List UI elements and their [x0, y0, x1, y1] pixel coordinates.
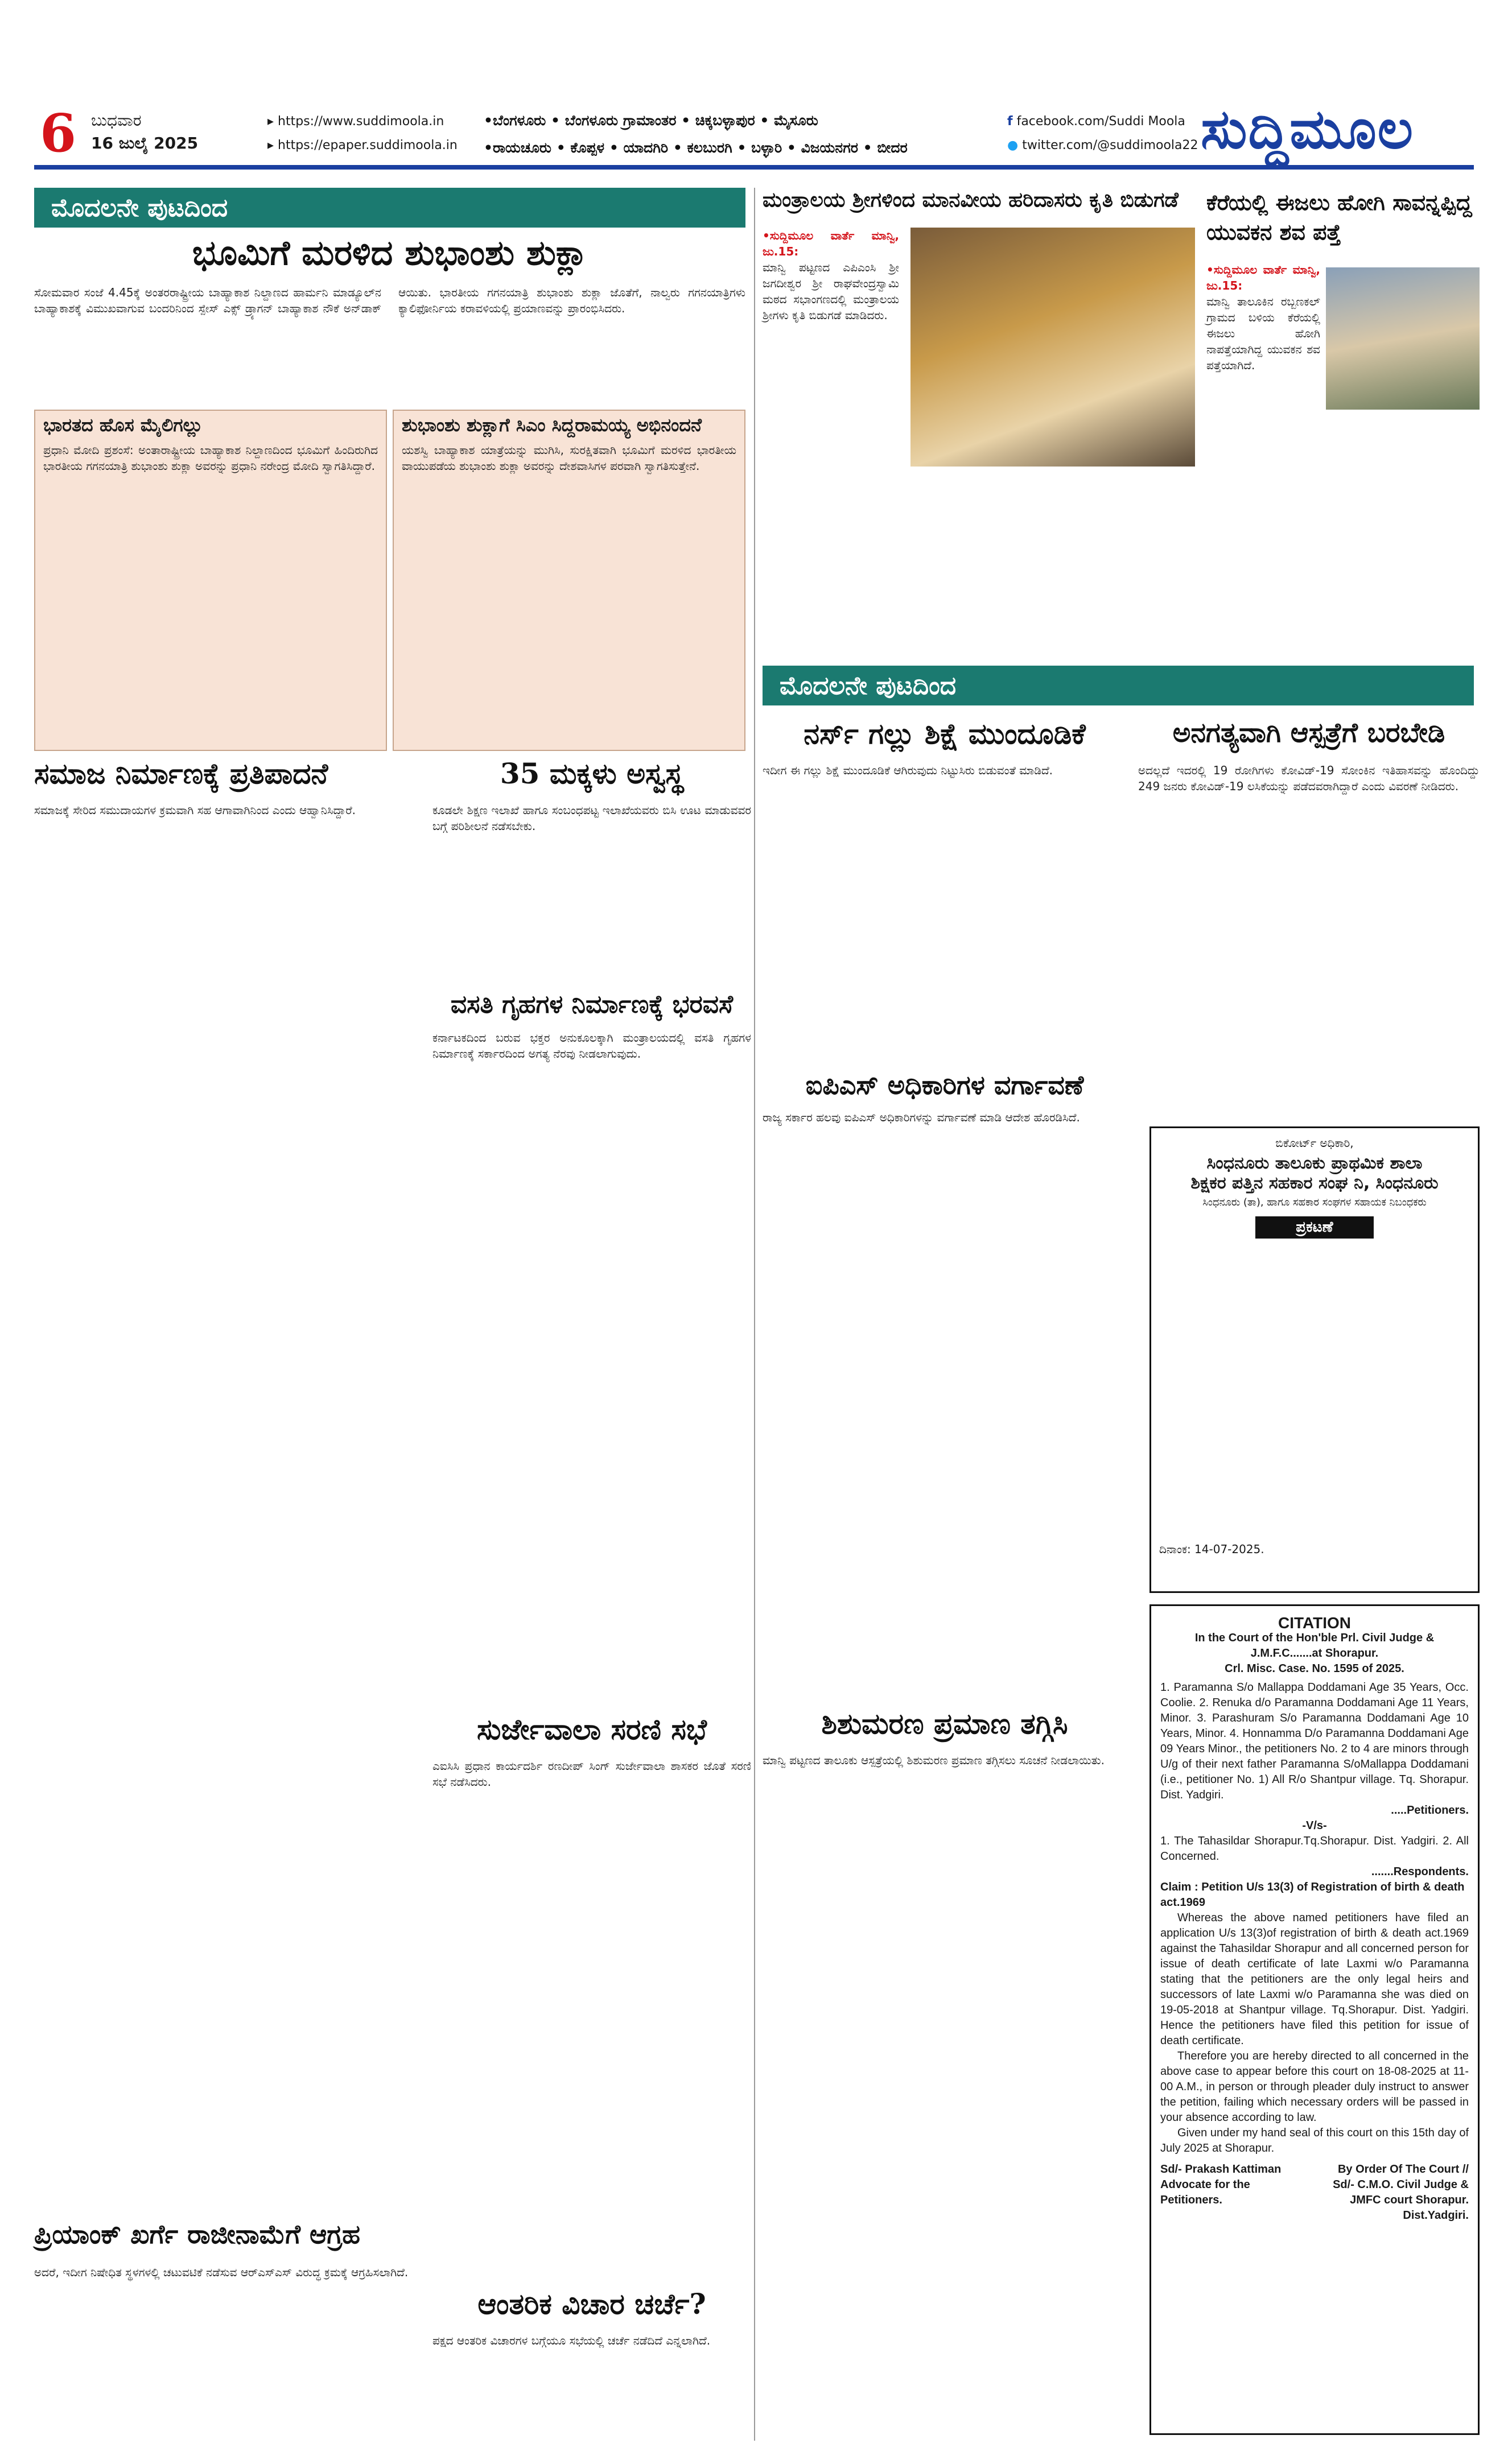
article-makkalu: ಕೂಡಲೇ ಶಿಕ್ಷಣ ಇಲಾಖೆ ಹಾಗೂ ಸಂಬಂಧಪಟ್ಟ ಇಲಾಖೆಯವರು ಬಿಸಿ ಊಟ ಮಾಡುವವರ ಬಗ್ಗೆ ಪರಿಶೀಲನೆ ನಡೆಸಬೇಕು.	[432, 803, 751, 833]
citation-respondents-label: .......Respondents.	[1371, 1865, 1469, 1878]
box-siddaramaiah	[393, 410, 745, 751]
citation-petitioners-label: .....Petitioners.	[1391, 1804, 1469, 1817]
citation-petitioners: 1. Paramanna S/o Mallappa Doddamani Age 35 Years, Occ. Coolie. 2. Renuka d/o Paramanna Doddamani Age 11 Years, Minor. 3. Parashuram S/o Paramanna Doddamani Age 10 Years, Minor. 4. Honnamma D/o Paramanna Doddamani Age 09 Years Minor., the petitioners No. 2 to 4 are minors through U/g of their next father Paramanna S/oMallappa Doddamani (i.e., petitioner No. 1) All R/o Shantpur village. Tq. Shorapur. Dist. Yadgiri.	[1160, 1681, 1469, 1801]
facebook-link[interactable]: f facebook.com/Suddi Moola	[1007, 114, 1185, 129]
headline-priyank: ಪ್ರಿಯಾಂಕ್ ಖರ್ಗೆ ರಾಜೀನಾಮೆಗೆ ಆಗ್ರಹ	[34, 2219, 360, 2250]
newspaper-logo: ಸುದ್ದಿಮೂಲ	[1201, 97, 1415, 161]
ad-school-label: ಪ್ರಕಟಣೆ	[1255, 1216, 1374, 1239]
column-divider	[754, 188, 755, 2441]
citation-court: In the Court of the Hon'ble Prl. Civil Judge & J.M.F.C.......at Shorapur.	[1194, 1632, 1435, 1660]
article-kere: •ಸುದ್ದಿಮೂಲ ವಾರ್ತೆ ಮಾನ್ವಿ, ಜು.15: ಮಾನ್ವಿ ತಾಲೂಕಿನ ರಬ್ಬಣಕಲ್ ಗ್ರಾಮದ ಬಳಿಯ ಕೆರೆಯಲ್ಲಿ ಈಜಲು ಹೋಗಿ ನಾಪತ್ತೆಯಾಗಿದ್ದ ಯುವಕನ ಶವ ಪತ್ತೆಯಾಗಿದೆ.	[1206, 263, 1320, 372]
headline-anagatya: ಅನಗತ್ಯವಾಗಿ ಆಸ್ಪತ್ರೆಗೆ ಬರಬೇಡಿ	[1172, 717, 1445, 749]
citation-notice-text: Therefore you are hereby directed to all concerned in the above case to appear before this court on 18-08-2025 at 11-00 A.M., in person or through pleader duly instruct to answer the petition, failing which necessary orders will be passed in your absence according to law.	[1160, 2050, 1469, 2124]
article-vasati: ಕರ್ನಾಟಕದಿಂದ ಬರುವ ಭಕ್ತರ ಅನುಕೂಲಕ್ಕಾಗಿ ಮಂತ್ರಾಲಯದಲ್ಲಿ ವಸತಿ ಗೃಹಗಳ ನಿರ್ಮಾಣಕ್ಕೆ ಸರ್ಕಾರದಿಂದ ಅಗತ್ಯ ನೆರವು ನೀಡಲಾಗುವುದು.	[432, 1031, 751, 1060]
headline-surjewala: ಸುರ್ಜೇವಾಲಾ ಸರಣಿ ಸಭೆ	[476, 1712, 707, 1746]
article-antarika: ಪಕ್ಷದ ಆಂತರಿಕ ವಿಚಾರಗಳ ಬಗ್ಗೆಯೂ ಸಭೆಯಲ್ಲಿ ಚರ್ಚೆ ನಡೆದಿದೆ ಎನ್ನಲಾಗಿದೆ.	[432, 2334, 711, 2347]
date: 16 ಜುಲೈ 2025	[91, 134, 199, 152]
page-number: 6	[40, 102, 77, 164]
city-list	[484, 107, 1019, 163]
ad-school-office: ಬಿಕೋರ್ಟ್ ಅಧಿಕಾರಿ,	[1275, 1136, 1354, 1150]
section-bar-left: ಮೊದಲನೇ ಪುಟದಿಂದ	[34, 188, 745, 228]
ad-school-date: ದಿನಾಂಕ: 14-07-2025.	[1159, 1542, 1264, 1556]
box-siddaramaiah-text: ಯಶಸ್ವಿ ಬಾಹ್ಯಾಕಾಶ ಯಾತ್ರೆಯನ್ನು ಮುಗಿಸಿ, ಸುರಕ್ಷಿತವಾಗಿ ಭೂಮಿಗೆ ಮರಳಿದ ಭಾರತೀಯ ವಾಯುಪಡೆಯ ಶುಭಾಂಶು ಶುಕ್ಲಾ ಅವರನ್ನು ದೇಶವಾಸಿಗಳ ಪರವಾಗಿ ಸ್ವಾಗತಿಸುತ್ತೇನೆ.	[402, 443, 736, 473]
photo-mantralaya	[910, 228, 1195, 467]
masthead-rule	[34, 165, 1474, 170]
section-bar-right: ಮೊದಲನೇ ಪುಟದಿಂದ	[763, 666, 1474, 705]
citation-respondent: 1. The Tahasildar Shorapur.Tq.Shorapur. Dist. Yadgiri. 2. All Concerned.	[1160, 1835, 1469, 1863]
article-priyank: ಅದರೆ, ಇದೀಗ ನಿಷೇಧಿತ ಸ್ಥಳಗಳಲ್ಲಿ ಚಟುವಟಿಕೆ ನಡೆಸುವ ಆರ್‌ಎಸ್‌ಎಸ್ ವಿರುದ್ಧ ಕ್ರಮಕ್ಕೆ ಆಗ್ರಹಿಸಲಾಗಿದೆ.	[34, 2265, 409, 2279]
website-link[interactable]: ▸ https://www.suddimoola.in	[267, 114, 444, 129]
headline-makkalu: 35 ಮಕ್ಕಳು ಅಸ್ವಸ್ಥ	[500, 757, 684, 790]
citation-advocate: Sd/- Prakash Kattiman Advocate for the Petitioners.	[1160, 2163, 1282, 2206]
citation-order: By Order Of The Court // Sd/- C.M.O. Civil Judge & JMFC court Shorapur. Dist.Yadgiri.	[1333, 2163, 1469, 2222]
ad-school-title-2: ಶಿಕ್ಷಕರ ಪತ್ತಿನ ಸಹಕಾರ ಸಂಘ ನಿ, ಸಿಂಧನೂರು	[1190, 1173, 1439, 1193]
ad-school-society	[1149, 1126, 1480, 1593]
headline-nurse: ನರ್ಸ್ ಗಲ್ಲು ಶಿಕ್ಷೆ ಮುಂದೂಡಿಕೆ	[804, 717, 1086, 750]
facebook-icon: f	[1007, 114, 1013, 129]
article-nurse: ಇದೀಗ ಈ ಗಲ್ಲು ಶಿಕ್ಷೆ ಮುಂದೂಡಿಕೆ ಆಗಿರುವುದು ನಿಟ್ಟುಸಿರು ಬಿಡುವಂತೆ ಮಾಡಿದೆ.	[763, 763, 1053, 777]
article-anagatya: ಅದಲ್ಲದೆ ಇದರಲ್ಲಿ 19 ರೋಗಿಗಳು ಕೋವಿಡ್‌-19 ಸೋಂಕಿನ ಇತಿಹಾಸವನ್ನು ಹೊಂದಿದ್ದು 249 ಜನರು ಕೋವಿಡ್‌-19 ಲಸಿಕೆಯನ್ನು ಪಡೆದವರಾಗಿದ್ದಾರೆ ಎಂದು ವಿವರಣೆ ನೀಡಿದರು.	[1138, 763, 1480, 793]
headline-samaja: ಸಮಾಜ ನಿರ್ಮಾಣಕ್ಕೆ ಪ್ರತಿಪಾದನೆ	[34, 757, 328, 790]
headline-antarika: ಆಂತರಿಕ ವಿಚಾರ ಚರ್ಚೆ?	[477, 2287, 706, 2321]
ad-school-address: ಸಿಂಧನೂರು (ತಾ), ಹಾಗೂ ಸಹಕಾರ ಸಂಘಗಳ ಸಹಾಯಕ ನಿಬಂಧಕರು	[1202, 1196, 1427, 1208]
box-siddaramaiah-title: ಶುಭಾಂಶು ಶುಕ್ಲಾಗೆ ಸಿಎಂ ಸಿದ್ದರಾಮಯ್ಯ ಅಭಿನಂದನೆ	[402, 414, 702, 436]
city-row-2: •ರಾಯಚೂರು • ಕೊಪ್ಪಳ • ಯಾದಗಿರಿ • ಕಲಬುರಗಿ • ಬಳ್ಳಾರಿ • ವಿಜಯನಗರ • ಬೀದರ	[484, 139, 908, 156]
ad-school-title-1: ಸಿಂಧನೂರು ತಾಲೂಕು ಪ್ರಾಥಮಿಕ ಶಾಲಾ	[1206, 1153, 1423, 1173]
box-bharata-title: ಭಾರತದ ಹೊಸ ಮೈಲಿಗಲ್ಲು	[43, 414, 203, 436]
box-bharata	[34, 410, 387, 751]
citation-claim: Claim : Petition U/s 13(3) of Registration of birth & death act.1969	[1160, 1881, 1465, 1909]
byline-mantralaya: •ಸುದ್ದಿಮೂಲ ವಾರ್ತೆ ಮಾನ್ವಿ, ಜು.15:	[763, 229, 899, 258]
citation-vs: -V/s-	[1302, 1819, 1327, 1832]
twitter-link[interactable]: ● twitter.com/@suddimoola22	[1007, 138, 1198, 152]
article-samaja: ಸಮಾಜಕ್ಕೆ ಸೇರಿದ ಸಮುದಾಯಗಳ ಕ್ರಮವಾಗಿ ಸಹ ಆಗಾವಾಗಿನಿಂದ ಎಂದು ಆಹ್ವಾನಿಸಿದ್ದಾರೆ.	[34, 803, 356, 817]
epaper-link[interactable]: ▸ https://epaper.suddimoola.in	[267, 138, 458, 152]
twitter-icon: ●	[1007, 138, 1019, 152]
citation-body: Whereas the above named petitioners have filed an application U/s 13(3)of registration of birth & death act.1969 against the Tahasildar Shorapur and all concerned person for issue of death certificate of late Laxmi w/o Paramanna stating that the petitioners are the only legal heirs and successors of late Laxmi w/o Paramanna she was died on 19-05-2018 at Shantpur village. Tq.Shorapur. Dist. Yadgiri. Hence the petitioners have filed this petition for issue of death certificate.	[1160, 1912, 1469, 2047]
citation-case: Crl. Misc. Case. No. 1595 of 2025.	[1225, 1662, 1404, 1675]
web-links	[267, 110, 458, 158]
headline-shishu: ಶಿಶುಮರಣ ಪ್ರಮಾಣ ತಗ್ಗಿಸಿ	[821, 1707, 1068, 1740]
headline-kere: ಕೆರೆಯಲ್ಲಿ ಈಜಲು ಹೋಗಿ ಸಾವನ್ನಪ್ಪಿದ್ದ ಯುವಕನ ಶವ ಪತ್ತೆ	[1206, 189, 1472, 245]
photo-kere	[1326, 267, 1480, 410]
article-surjewala: ಎಐಸಿಸಿ ಪ್ರಧಾನ ಕಾರ್ಯದರ್ಶಿ ರಣದೀಪ್ ಸಿಂಗ್ ಸುರ್ಜೇವಾಲಾ ಶಾಸಕರ ಜೊತೆ ಸರಣಿ ಸಭೆ ನಡೆಸಿದರು.	[432, 1759, 751, 1789]
article-mantralaya: •ಸುದ್ದಿಮೂಲ ವಾರ್ತೆ ಮಾನ್ವಿ, ಜು.15: ಮಾನ್ವಿ ಪಟ್ಟಣದ ಎಪಿಎಂಸಿ ಶ್ರೀ ಜಗದೀಶ್ವರ ಶ್ರೀ ರಾಘವೇಂದ್ರಸ್ವಾಮಿ ಮಠದ ಸಭಾಂಗಣದಲ್ಲಿ ಮಂತ್ರಾಲಯ ಶ್ರೀಗಳು ಕೃತಿ ಬಿಡುಗಡೆ ಮಾಡಿದರು.	[763, 229, 899, 322]
headline-ips: ಐಪಿಎಸ್ ಅಧಿಕಾರಿಗಳ ವರ್ಗಾವಣೆ	[805, 1070, 1084, 1100]
day: ಬುಧವಾರ	[91, 111, 142, 130]
article-ips: ರಾಜ್ಯ ಸರ್ಕಾರ ಹಲವು ಐಪಿಎಸ್ ಅಧಿಕಾರಿಗಳನ್ನು ವರ್ಗಾವಣೆ ಮಾಡಿ ಆದೇಶ ಹೊರಡಿಸಿದೆ.	[763, 1111, 1080, 1124]
city-row-1: •ಬೆಂಗಳೂರು • ಬೆಂಗಳೂರು ಗ್ರಾಮಾಂತರ • ಚಿಕ್ಕಬಳ್ಳಾಪುರ • ಮೈಸೂರು	[484, 112, 818, 129]
masthead	[0, 0, 1508, 171]
article-shubhanshu-lead: ಸೋಮವಾರ ಸಂಜೆ 4.45ಕ್ಕೆ ಅಂತರರಾಷ್ಟ್ರೀಯ ಬಾಹ್ಯಾಕಾಶ ನಿಲ್ದಾಣದ ಹಾರ್ಮನಿ ಮಾಡ್ಯೂಲ್‌ನ ಬಾಹ್ಯಾಕಾಶಕ್ಕೆ ವಿಮುಖವಾಗುವ ಬಂದರಿನಿಂದ ಸ್ಪೇಸ್ ಎಕ್ಸ್ ಡ್ರ್ಯಾಗನ್ ಬಾಹ್ಯಾಕಾಶ ನೌಕೆ ಅನ್‌ಡಾಕ್ ಆಯಿತು. ಭಾರತೀಯ ಗಗನಯಾತ್ರಿ ಶುಭಾಂಶು ಶುಕ್ಲಾ ಜೊತೆಗೆ, ನಾಲ್ವರು ಗಗನಯಾತ್ರಿಗಳು ಕ್ಯಾಲಿಫೋರ್ನಿಯ ಕರಾವಳಿಯಲ್ಲಿ ಪ್ರಯಾಣವನ್ನು ಪ್ರಾರಂಭಿಸಿದರು.	[34, 286, 745, 315]
citation-given: Given under my hand seal of this court on this 15th day of July 2025 at Shorapur.	[1160, 2127, 1469, 2155]
headline-vasati: ವಸತಿ ಗೃಹಗಳ ನಿರ್ಮಾಣಕ್ಕೆ ಭರವಸೆ	[450, 990, 734, 1019]
headline-shubhanshu: ಭೂಮಿಗೆ ಮರಳಿದ ಶುಭಾಂಶು ಶುಕ್ಲಾ	[192, 233, 588, 273]
citation-notice	[1149, 1604, 1480, 2435]
article-shishu: ಮಾನ್ವಿ ಪಟ್ಟಣದ ತಾಲೂಕು ಆಸ್ಪತ್ರೆಯಲ್ಲಿ ಶಿಶುಮರಣ ಪ್ರಮಾಣ ತಗ್ಗಿಸಲು ಸೂಚನೆ ನೀಡಲಾಯಿತು.	[763, 1753, 1105, 1767]
social-links	[1007, 110, 1198, 158]
citation-title: CITATION	[1278, 1614, 1352, 1632]
byline-kere: •ಸುದ್ದಿಮೂಲ ವಾರ್ತೆ ಮಾನ್ವಿ, ಜು.15:	[1206, 263, 1320, 292]
box-bharata-text: ಪ್ರಧಾನಿ ಮೋದಿ ಪ್ರಶಂಸೆ: ಅಂತಾರಾಷ್ಟ್ರೀಯ ಬಾಹ್ಯಾಕಾಶ ನಿಲ್ದಾಣದಿಂದ ಭೂಮಿಗೆ ಹಿಂದಿರುಗಿದ ಭಾರತೀಯ ಗಗನಯಾತ್ರಿ ಶುಭಾಂಶು ಶುಕ್ಲಾ ಅವರನ್ನು ಪ್ರಧಾನಿ ನರೇಂದ್ರ ಮೋದಿ ಸ್ವಾಗತಿಸಿದ್ದಾರೆ.	[43, 443, 378, 473]
ad-school-body	[1159, 1247, 1470, 1542]
headline-mantralaya: ಮಂತ್ರಾಲಯ ಶ್ರೀಗಳಿಂದ ಮಾನವೀಯ ಹರಿದಾಸರು ಕೃತಿ ಬಿಡುಗಡೆ	[763, 188, 1179, 212]
